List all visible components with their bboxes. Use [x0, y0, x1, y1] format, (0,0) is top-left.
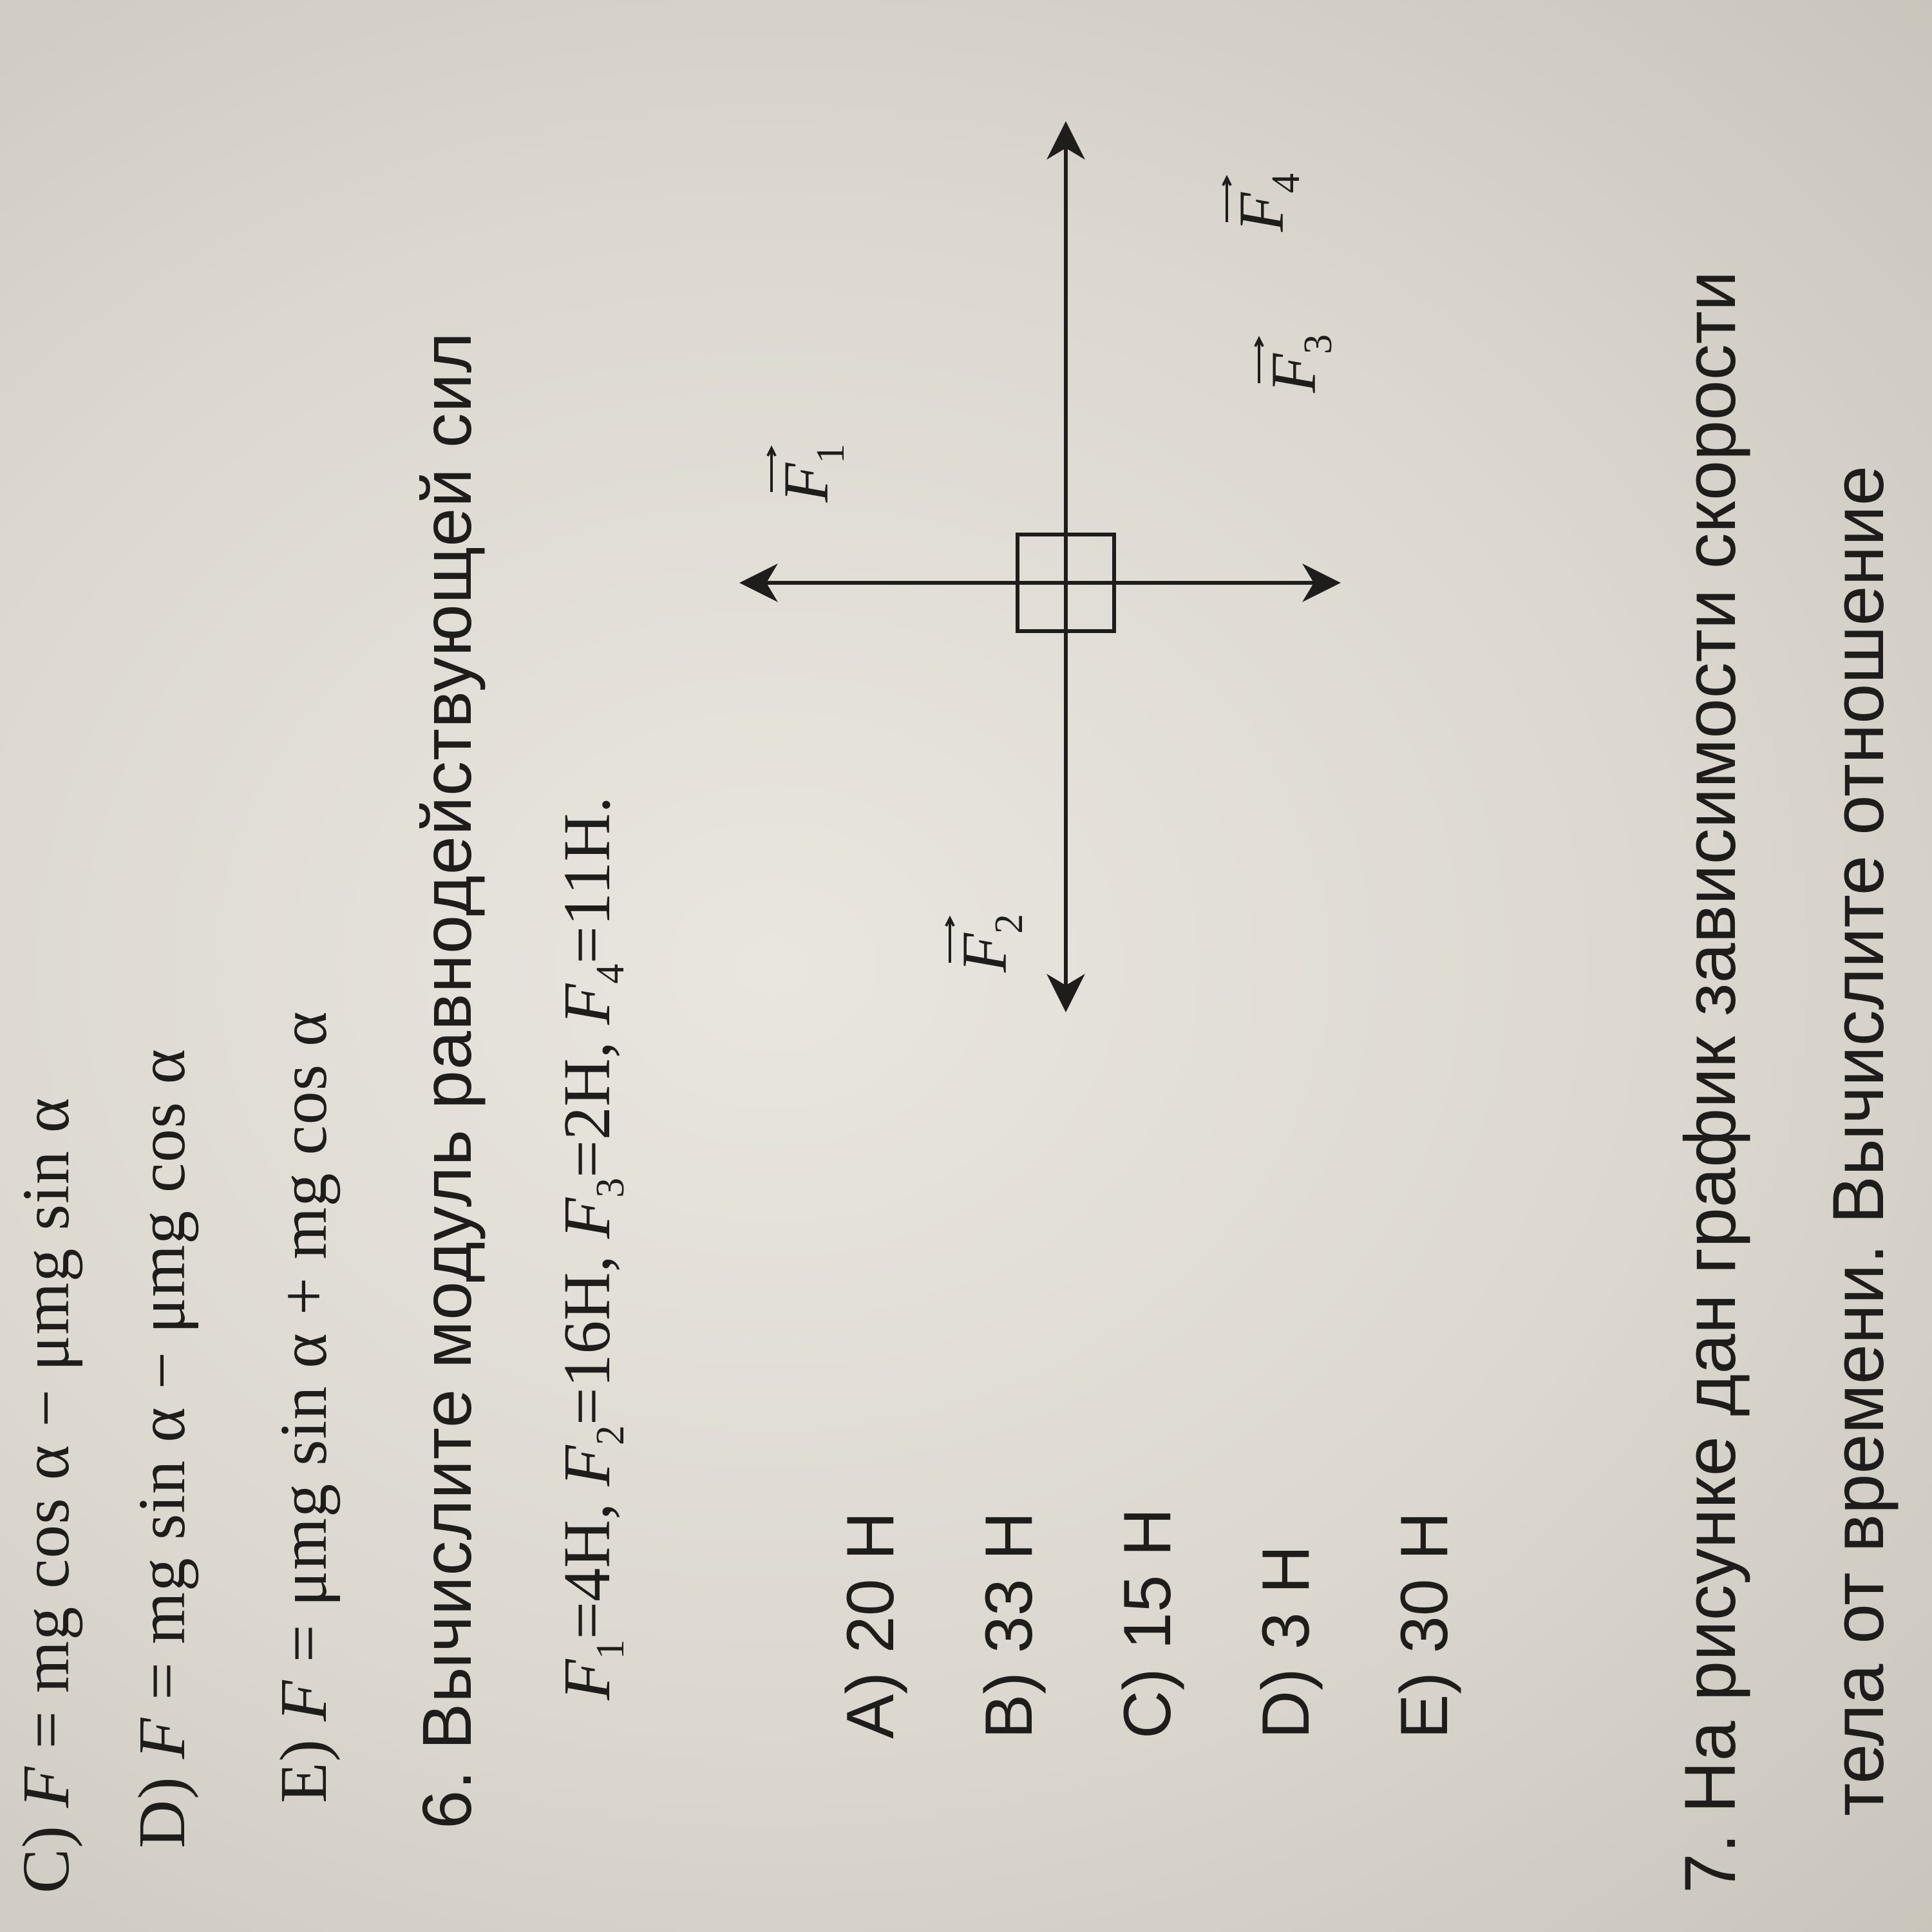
question-number: 6.: [408, 1769, 486, 1829]
svg-text:F: F: [1226, 192, 1297, 232]
option-letter: B): [972, 1672, 1046, 1739]
option-text: 33 Н: [972, 1511, 1046, 1654]
svg-text:F: F: [1258, 353, 1329, 393]
answer-option-d[interactable]: [1249, 1545, 1323, 1739]
value-f2: $F_2=16Н$,: [550, 1255, 632, 1486]
option-text: 15 Н: [1110, 1508, 1185, 1650]
value-f3: $F_3=2Н$,: [550, 1041, 632, 1239]
svg-text:2: 2: [987, 914, 1031, 934]
question-6-title: [408, 332, 486, 1829]
svg-text:1: 1: [809, 444, 853, 464]
vector-f4-label: [1223, 173, 1308, 232]
svg-text:3: 3: [1296, 334, 1340, 354]
question-7-line-1: 7. На рисунке дан график зависимости скорости: [1670, 270, 1750, 1893]
option-text: 20 Н: [833, 1511, 908, 1654]
answer-option-a[interactable]: [833, 1511, 908, 1739]
force-diagram: [696, 116, 1481, 1030]
formula-rhs: μmg sin α + mg cos α: [267, 1010, 341, 1607]
option-text: 3 Н: [1249, 1545, 1323, 1650]
vector-f3-label: [1255, 334, 1340, 393]
svg-text:4: 4: [1264, 173, 1308, 193]
prev-option-e: [267, 1010, 341, 1803]
vector-f1-label: [768, 444, 853, 503]
value-f1: $F_1=4Н$,: [550, 1502, 632, 1700]
option-text: 30 Н: [1387, 1511, 1462, 1654]
question-6-values: [550, 796, 632, 1700]
formula-rhs: mg cos α − μmg sin α: [9, 1097, 83, 1693]
formula-rhs: mg sin α − μmg cos α: [125, 1048, 199, 1645]
formula-lhs: F: [125, 1717, 199, 1759]
option-letter: C): [1110, 1668, 1185, 1739]
question-7-line-2: тела от времени. Вычислите отношение: [1818, 465, 1899, 1816]
svg-text:F: F: [770, 462, 842, 502]
formula-lhs: F: [267, 1680, 341, 1721]
formula-eq: =: [125, 1662, 199, 1700]
vector-f2-label: [946, 914, 1031, 973]
formula-eq: =: [267, 1624, 341, 1663]
option-letter: D): [1249, 1668, 1323, 1739]
option-letter: A): [833, 1672, 908, 1739]
answer-option-c[interactable]: [1110, 1508, 1185, 1739]
prev-option-c: [9, 1097, 83, 1893]
option-letter: C): [9, 1825, 83, 1893]
question-text: Вычислите модуль равнодействующей сил: [408, 332, 486, 1750]
svg-text:F: F: [949, 933, 1020, 972]
prev-option-d: [125, 1048, 199, 1848]
value-f4: $F_4=11Н$.: [550, 796, 632, 1025]
option-letter: D): [125, 1776, 199, 1848]
answer-option-e[interactable]: [1387, 1511, 1462, 1739]
option-letter: E): [1387, 1672, 1462, 1739]
formula-eq: =: [9, 1710, 83, 1749]
formula-lhs: F: [9, 1766, 83, 1808]
answer-option-b[interactable]: [972, 1511, 1046, 1739]
option-letter: E): [267, 1738, 341, 1803]
